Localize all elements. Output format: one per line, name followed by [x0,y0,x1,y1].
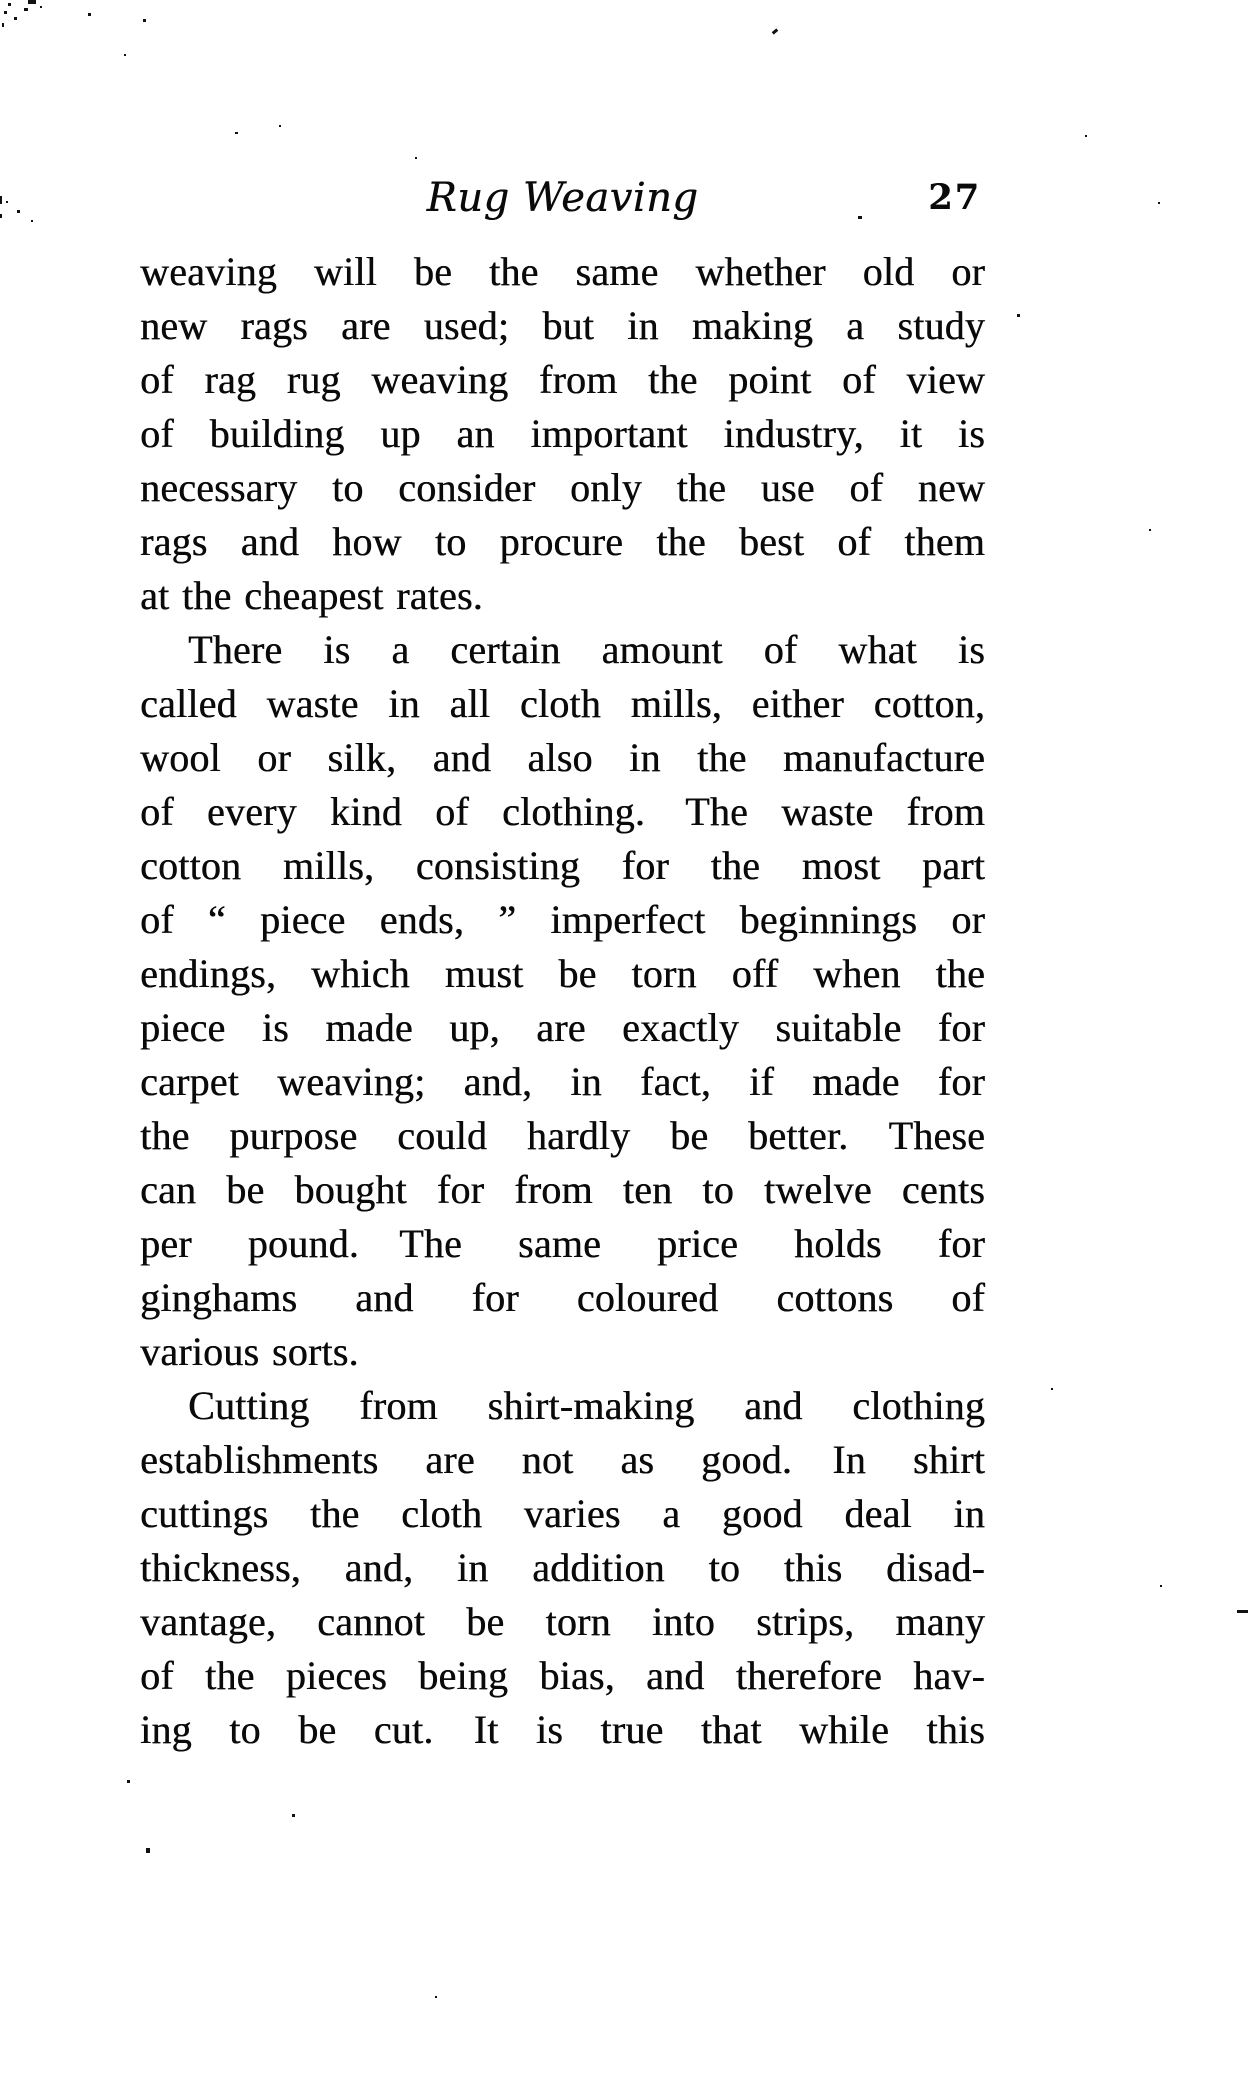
scan-speck [1158,202,1160,204]
scan-speck [4,11,7,14]
text-line: Cutting from shirt-making and clothing [188,1383,985,1428]
scan-speck [127,1780,130,1783]
text-line: new rags are used; but in making a study [140,303,985,348]
scan-speck [415,157,417,159]
scan-speck [279,125,281,127]
page-body-text [140,245,985,1757]
text-line: various sorts. [140,1329,359,1374]
scan-speck [1085,135,1087,137]
scan-speck [1237,1610,1248,1613]
scan-speck [1149,529,1151,531]
scan-speck [143,19,146,22]
scan-speck [1051,1388,1053,1390]
text-line: of building up an important industry, it is [140,411,985,456]
text-line: called waste in all cloth mills, either cotton, [140,681,985,726]
text-line: cotton mills, consisting for the most part [140,843,985,888]
scan-speck [24,8,28,11]
text-line: vantage, cannot be torn into strips, many [140,1599,985,1644]
text-line: ing to be cut. It is true that while this [140,1707,985,1752]
scan-speck [14,17,17,20]
scan-speck [88,13,91,16]
text-line: thickness, and, in addition to this disad- [140,1545,985,1590]
paragraph [140,245,985,623]
paragraph [140,623,985,1379]
text-line: wool or silk, and also in the manufacture [140,735,985,780]
text-line: of the pieces being bias, and therefore hav- [140,1653,985,1698]
running-title: Rug Weaving [426,175,699,221]
text-line: necessary to consider only the use of new [140,465,985,510]
scan-speck [31,220,33,222]
scan-speck [1017,314,1020,317]
paragraph [140,1379,985,1757]
text-line: There is a certain amount of what is [188,627,985,672]
text-line: piece is made up, are exactly suitable for [140,1005,985,1050]
text-line: of every kind of clothing. The waste from [140,789,985,834]
text-line: weaving will be the same whether old or [140,249,985,294]
scan-speck [292,1814,295,1817]
page-number: 27 [928,177,981,218]
text-line: rags and how to procure the best of them [140,519,985,564]
text-line: can be bought for from ten to twelve cents [140,1167,985,1212]
scan-speck [858,216,862,219]
text-line: cuttings the cloth varies a good deal in [140,1491,985,1536]
scan-speck [0,214,2,218]
scan-speck [28,0,36,4]
text-line: establishments are not as good. In shirt [140,1437,985,1482]
text-line: per pound. The same price holds for [140,1221,985,1266]
running-head [140,174,985,244]
scan-speck [124,54,126,56]
scan-speck [40,6,42,8]
scan-speck [146,1848,150,1853]
text-line: carpet weaving; and, in fact, if made for [140,1059,985,1104]
scan-speck [1160,1585,1162,1587]
scan-speck [2,23,4,27]
scan-speck [17,210,20,213]
text-line: endings, which must be torn off when the [140,951,985,996]
text-line: ginghams and for coloured cottons of [140,1275,985,1320]
scan-speck [435,1996,437,1998]
scan-speck [235,132,238,134]
scan-speck [8,3,11,6]
scan-speck [6,201,8,203]
scan-speck [0,196,2,204]
text-line: the purpose could hardly be better. These [140,1113,985,1158]
scan-tick-mark [772,28,779,34]
text-line: of “ piece ends, ” imperfect beginnings or [140,897,985,942]
text-line: of rag rug weaving from the point of view [140,357,985,402]
text-line: at the cheapest rates. [140,573,483,618]
